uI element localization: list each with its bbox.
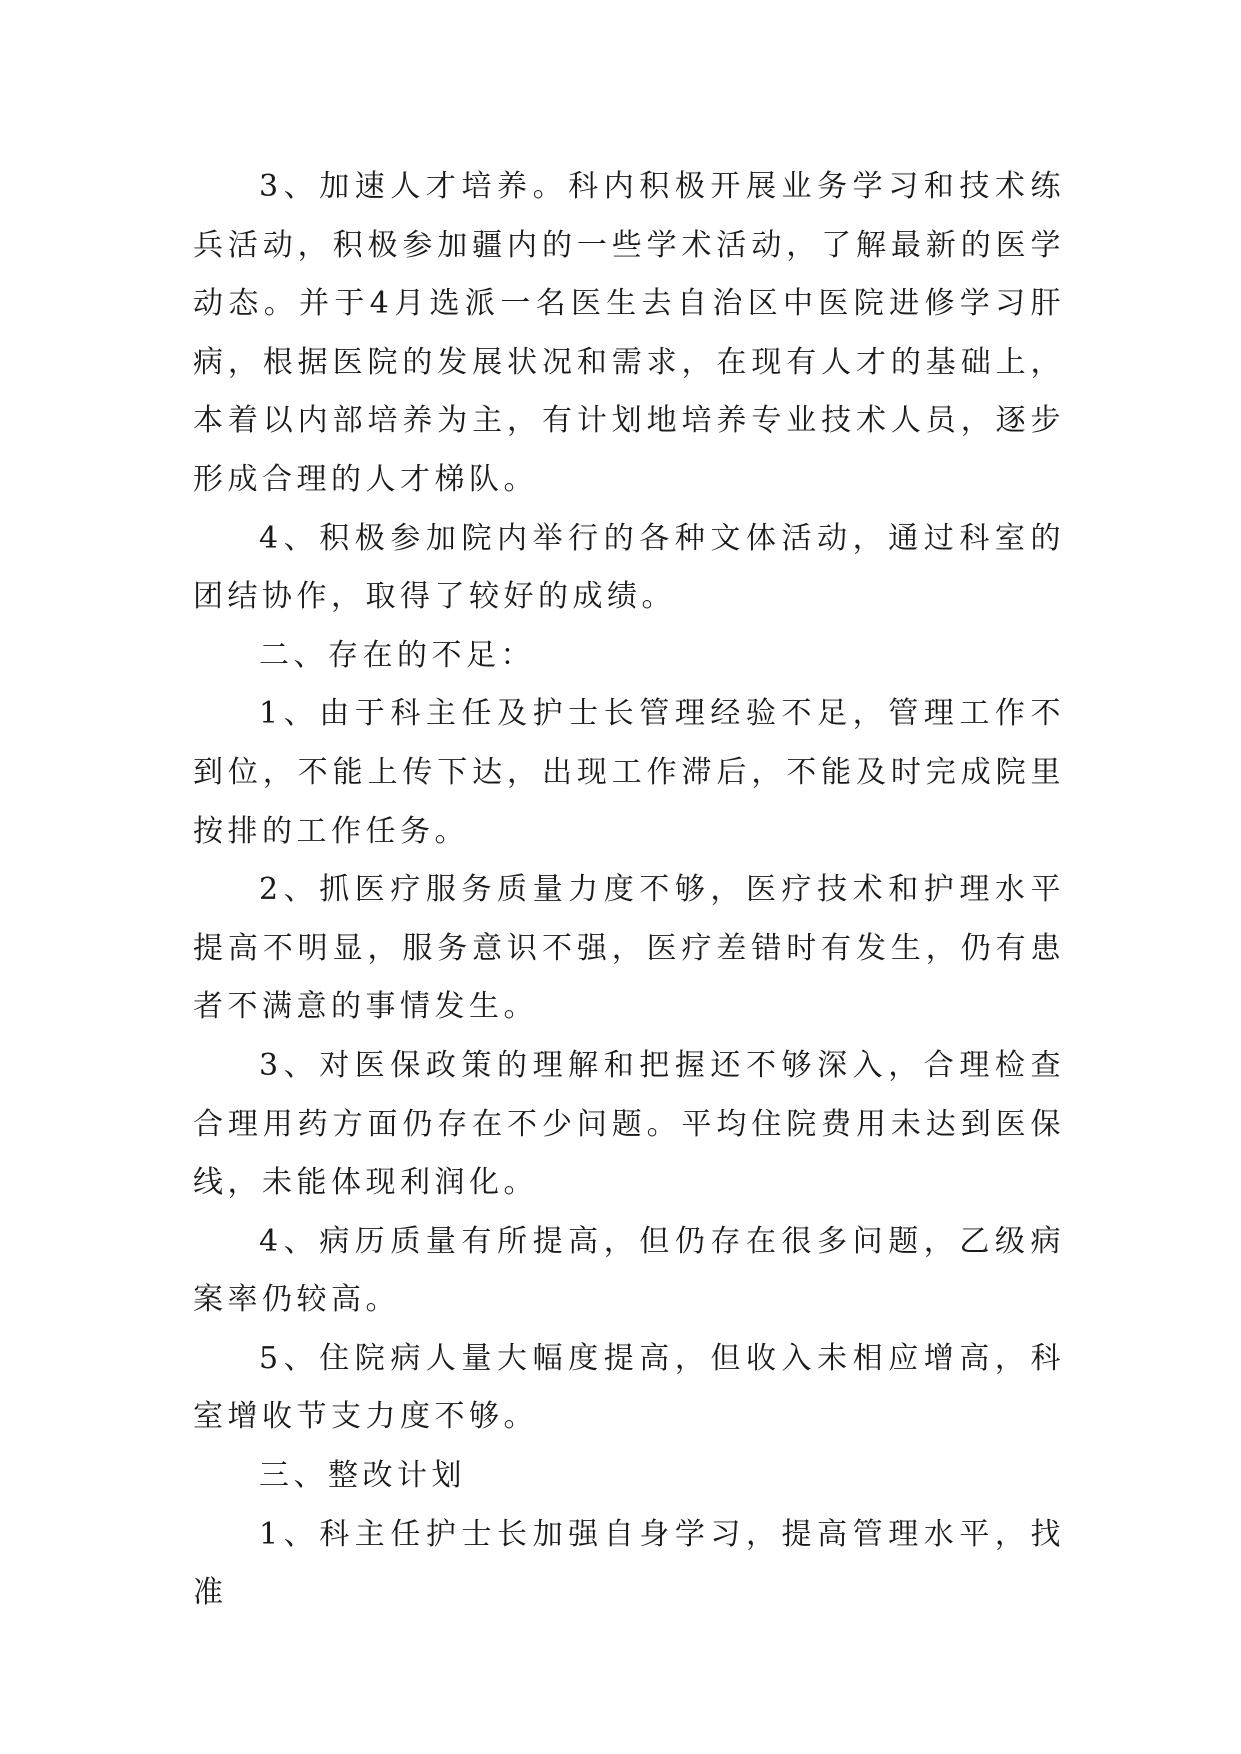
paragraph-income: 5、住院病人量大幅度提高，但收入未相应增高，科室增收节支力度不够。 [193, 1340, 1065, 1435]
paragraph-record-quality: 4、病历质量有所提高，但仍存在很多问题，乙级病案率仍较高。 [193, 1223, 1065, 1318]
paragraph-management-shortcoming: 1、由于科主任及护士长管理经验不足，管理工作不到位，不能上传下达，出现工作滞后，不能及时完成院里按排的工作任务。 [193, 696, 1065, 849]
paragraph-service-quality: 2、抓医疗服务质量力度不够，医疗技术和护理水平提高不明显，服务意识不强，医疗差错时有发生，仍有患者不满意的事情发生。 [193, 872, 1065, 1025]
paragraph-self-study: 1、科主任护士长加强自身学习，提高管理水平，找准 [193, 1516, 1065, 1611]
paragraph-insurance-policy: 3、对医保政策的理解和把握还不够深入，合理检查合理用药方面仍存在不少问题。平均住院费用未达到医保线，未能体现利润化。 [193, 1047, 1065, 1201]
section-heading-rectification-plan: 三、整改计划 [259, 1458, 466, 1494]
paragraph-cultural-activities: 4、积极参加院内举行的各种文体活动，通过科室的团结协作，取得了较好的成绩。 [193, 520, 1065, 615]
document-body [193, 158, 1065, 1623]
paragraph-talent-training: 3、加速人才培养。科内积极开展业务学习和技术练兵活动，积极参加疆内的一些学术活动，了解最新的医学动态。并于4月选派一名医生去自治区中医院进修学习肝病，根据医院的发展状况和需求，在现有人才的基础上，本着以内部培养为主，有计划地培养专业技术人员，逐步形成合理的人才梯队。 [193, 169, 1065, 497]
section-heading-shortcomings: 二、存在的不足： [259, 637, 535, 673]
